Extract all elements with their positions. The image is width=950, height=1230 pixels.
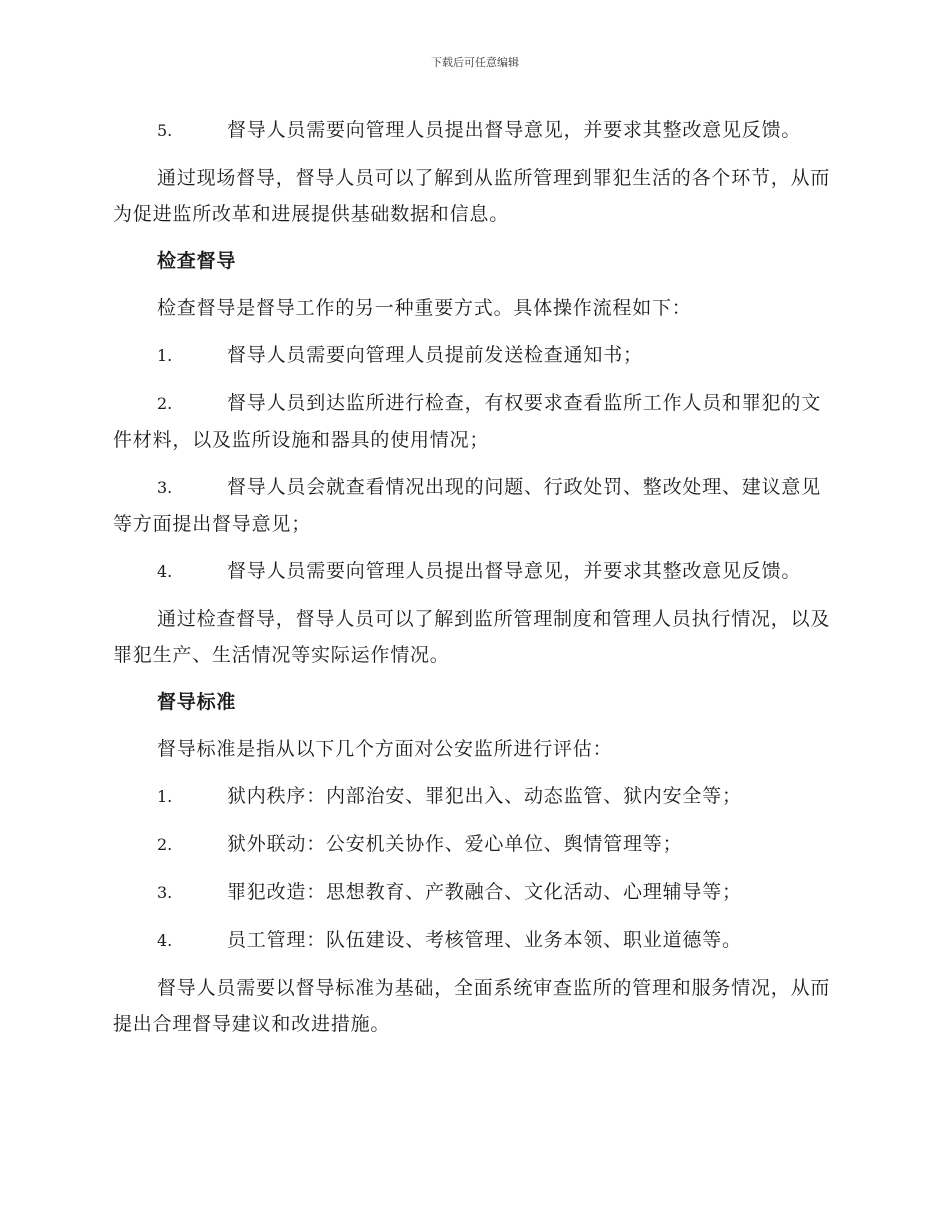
list-text: 督导人员需要向管理人员提前发送检查通知书； [227,344,643,366]
list-number: 5. [157,121,173,140]
paragraph: 通过现场督导，督导人员可以了解到从监所管理到罪犯生活的各个环节，从而为促进监所改革和进展提供基础数据和信息。 [113,167,831,225]
list-text: 督导人员需要向管理人员提出督导意见，并要求其整改意见反馈。 [227,119,802,141]
list-item [113,874,838,911]
section-heading: 督导标准 [157,691,237,713]
list-text: 狱外联动：公安机关协作、爱心单位、舆情管理等； [227,833,683,855]
list-item [113,826,838,863]
list-item [113,112,838,149]
list-item [113,337,838,374]
paragraph: 督导人员需要以督导标准为基础，全面系统审查监所的管理和服务情况，从而提出合理督导建议和改进措施。 [113,977,831,1035]
paragraph: 通过检查督导，督导人员可以了解到监所管理制度和管理人员执行情况，以及罪犯生产、生活情况等实际运作情况。 [113,608,831,666]
section-heading: 检查督导 [157,250,237,272]
paragraph: 检查督导是督导工作的另一种重要方式。具体操作流程如下： [157,297,692,319]
list-number: 1. [157,346,173,365]
list-number: 4. [157,931,173,950]
list-number: 4. [157,562,173,581]
list-number: 2. [157,835,173,854]
list-text: 督导人员需要向管理人员提出督导意见，并要求其整改意见反馈。 [227,560,802,582]
list-item [113,385,838,458]
list-item [113,778,838,815]
header-note: 下载后可任意编辑 [431,56,519,69]
list-text: 狱内秩序：内部治安、罪犯出入、动态监管、狱内安全等； [227,785,742,807]
list-number: 3. [157,883,173,902]
list-number: 3. [157,478,173,497]
list-text: 员工管理：队伍建设、考核管理、业务本领、职业道德等。 [227,929,742,951]
document-body [113,112,838,1053]
list-text: 督导人员会就查看情况出现的问题、行政处罚、整改处理、建议意见等方面提出督导意见； [113,476,822,535]
list-number: 1. [157,787,173,806]
paragraph: 督导标准是指从以下几个方面对公安监所进行评估： [157,738,613,760]
list-text: 罪犯改造：思想教育、产教融合、文化活动、心理辅导等； [227,881,742,903]
list-number: 2. [157,394,173,413]
list-item [113,922,838,959]
list-item [113,469,838,542]
list-item [113,553,838,590]
list-text: 督导人员到达监所进行检查，有权要求查看监所工作人员和罪犯的文件材料，以及监所设施和器具的使用情况； [113,392,822,451]
